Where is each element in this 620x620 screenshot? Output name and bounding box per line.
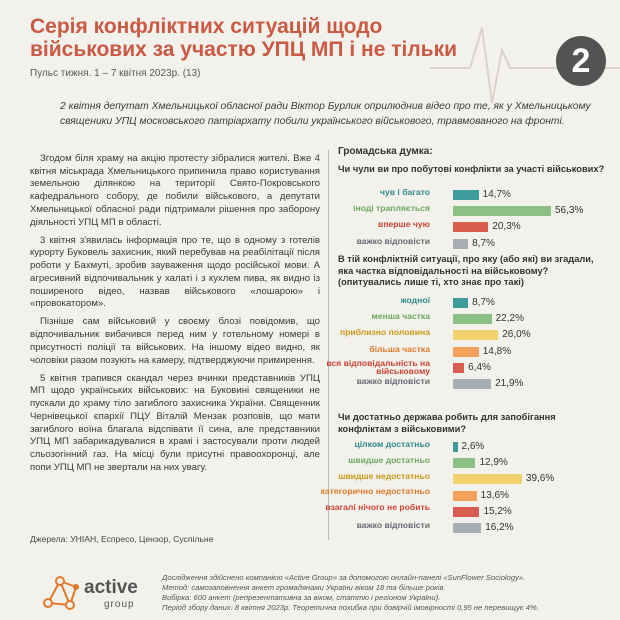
bar-label: категорично недостатньо: [320, 485, 430, 496]
bar-value: 16,2%: [485, 522, 514, 533]
bar-label: важко відповісти: [356, 235, 430, 246]
chart-question-1: Чи чули ви про побутові конфлікти за участі військових?: [338, 164, 605, 174]
bar: [453, 190, 479, 200]
bar: [453, 347, 479, 357]
bar-label: швидше достатньо: [348, 455, 430, 466]
bar: [453, 491, 477, 501]
bar-label: чув і багато: [379, 187, 430, 197]
article-body: [30, 153, 320, 480]
bar-value: 21,9%: [495, 378, 524, 389]
bar-label: менша частка: [371, 311, 430, 322]
article-paragraph: 5 квітня трапився скандал через вчинки представників УПЦ МП щодо українських військових: на Буковині священики не пускали до храму тіло загиблого захисника України. Священник Чернівецької єпархії ПЦУ Віталій Мензак розповів, що мати загиблого воїна благала відспівати її сина, але представники УПЦ МП забарикадувалися в храмі і застосували проти людей сльозогінний газ. На місці були присутні правоохоронці, але попи УПЦ МП не звертали на них увагу.: [30, 372, 320, 473]
bar-value: 14,8%: [482, 345, 512, 357]
bar: [453, 507, 479, 517]
chart-row: [338, 204, 610, 218]
chart-row: [325, 501, 610, 519]
bar: [453, 523, 481, 533]
chart-row: [338, 312, 610, 326]
chart-row: [320, 485, 610, 503]
footer-line: Метод: самозаповнення анкет громадянами України віком 18 та більше років.: [162, 583, 446, 592]
bar-value: 2,6%: [461, 441, 485, 452]
title-line-1: Серія конфліктних ситуацій щодо: [30, 15, 383, 38]
footer-line: Вибірка: 600 анкет (репрезентативна за віком, статтю і регіоном України).: [162, 593, 441, 602]
network-logo-icon: [40, 573, 86, 613]
bar-label: приблизно половина: [339, 327, 430, 338]
bar-label: більша частка: [369, 343, 430, 354]
bar-value: 12,9%: [479, 457, 508, 469]
bar: [453, 206, 551, 216]
chart-question-3: Чи достатньо держава робить для запобігання конфліктам з військовими?: [338, 412, 556, 434]
chart-row: [338, 188, 610, 202]
logo-text: active: [84, 577, 138, 598]
subtitle: Пульс тижня. 1 – 7 квітня 2023р. (13): [30, 68, 201, 79]
chart-row: [338, 220, 610, 234]
bar: [453, 314, 492, 324]
bar-value: 14,7%: [482, 189, 511, 200]
bar-value: 8,7%: [472, 237, 495, 249]
bar-value: 56,3%: [554, 205, 584, 217]
bar-value: 13,6%: [480, 489, 510, 501]
bar-value: 15,2%: [483, 505, 512, 517]
chart-row: [338, 440, 610, 454]
sources: Джерела: УНІАН, Еспресо, Цензор, Суспільне: [30, 534, 214, 544]
bar-label: цілком достатньо: [354, 439, 430, 449]
chart-row: [326, 357, 610, 377]
bar-label: важко відповісти: [356, 520, 430, 530]
chart-row: [338, 237, 610, 251]
intro-text: 2 квітня депутат Хмельницької обласної ради Віктор Бурлик оприлюднив відео про те, як у Хмельницькому священики УПЦ московського патріархату побили українського військового, травмованого на фронті.: [60, 101, 591, 127]
opinion-heading: Громадська думка:: [338, 146, 433, 157]
bar: [453, 474, 522, 484]
bar: [453, 442, 458, 452]
chart-row: [338, 472, 610, 486]
chart-question-2: В тій конфліктній ситуації, про яку (або які) ви згадали, яка частка відповідальності на військовому? (опитувались лише ті, хто знає про такі): [338, 254, 594, 287]
bar-label: вся відповідальність на військовому: [326, 357, 430, 377]
bar-label: іноді трапляється: [353, 203, 430, 214]
chart-row: [338, 521, 610, 535]
bar: [453, 239, 468, 249]
bar: [453, 363, 464, 373]
bar-value: 39,6%: [525, 473, 555, 485]
footer-methodology: [162, 573, 602, 613]
bar-label: жодної: [400, 295, 430, 305]
logo-subtext: group: [104, 599, 135, 610]
page-title: [30, 15, 470, 61]
bar-label: вперше чую: [378, 219, 430, 230]
footer-line: Дослідження здійснено компанією «Active Group» за допомогою онлайн-панелі «SunFlower Sociology».: [162, 573, 526, 582]
article-paragraph: 3 квітня з'явилась інформація про те, що в одному з готелів курорту Буковель захисник, який перебував на реабілітації після роботи у Бахмуті, зробив зауваження щодо російської мови. А агресивний відпочивальник у халаті і з кухлем пива, як видно із поширеного відео, назвав військового «лошарою» і «провокатором».: [30, 234, 320, 310]
title-line-2: військових за участю УПЦ МП і не тільки: [30, 38, 458, 61]
bar-label: важко відповісти: [356, 376, 430, 386]
bar: [453, 458, 475, 468]
bar-value: 6,4%: [468, 361, 491, 373]
chart-row: [338, 296, 610, 310]
bar-label: взагалі нічого не робить: [325, 501, 430, 512]
article-paragraph: Пізніше сам військовий у своєму блозі повідомив, що відпочивальник вибачився перед ним у готельному номері в присутності поліції та військових. На іншому відео видно, як чоловіки разом позують на камеру, підтверджуючи примирення.: [30, 316, 320, 366]
bar: [453, 298, 468, 308]
bar: [453, 330, 498, 340]
issue-number-badge: 2: [556, 36, 606, 86]
footer-line: Період збору даних: 8 квітня 2023р. Теоретична похибка при довірчій імовірності 0,95 не перевищує 4%.: [162, 603, 539, 612]
bar-value: 22,2%: [495, 313, 524, 325]
bar: [453, 222, 488, 232]
chart-row: [338, 345, 610, 359]
bar-value: 26,0%: [502, 329, 531, 341]
chart-row: [338, 456, 610, 470]
bar: [453, 379, 491, 389]
chart-row: [338, 377, 610, 391]
bar-value: 20,3%: [492, 221, 521, 233]
bar-value: 8,7%: [472, 297, 495, 308]
bar-label: швидше недостатньо: [338, 471, 430, 482]
chart-row: [338, 328, 610, 342]
article-paragraph: Згодом біля храму на акцію протесту зібралися жителі. Вже 4 квітня міськрада Хмельницького припинила право користування земельною ділянкою на території Свято-Покровського кафедрального собору, де побили військового, а депутати Хмельницької обласної ради підтримали рішення про заборону діяльності УПЦ МП в області.: [30, 153, 320, 228]
